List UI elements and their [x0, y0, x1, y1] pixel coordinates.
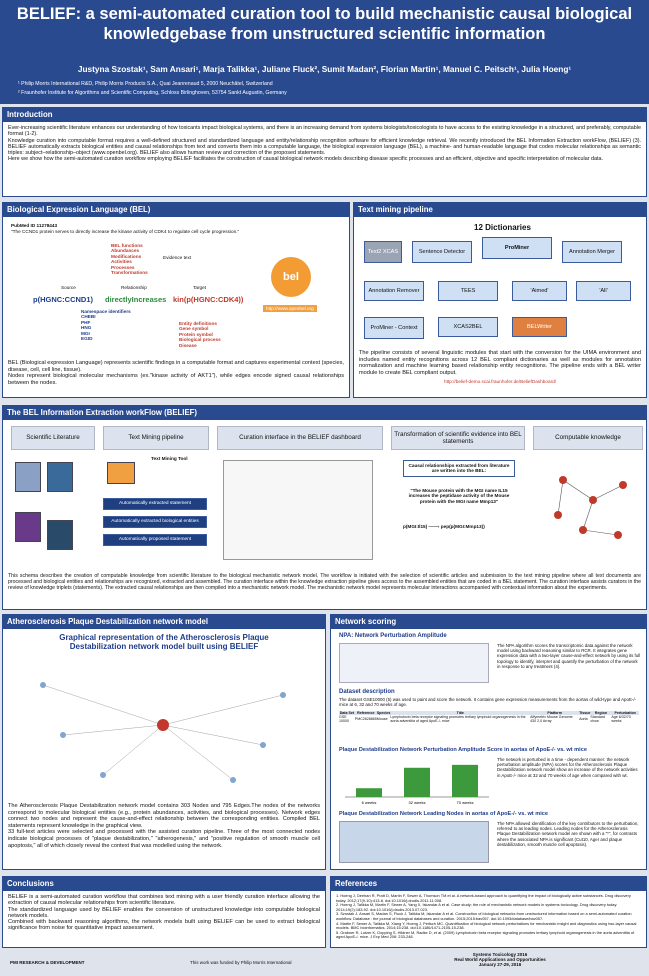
reference-item: 2. Hoeng J, Talikka M, Martin F, Sewer A, Yang X, Iskandar A et al. Case study: the role of mechanistic network models in systems toxicology. Drug discovery today. 2014;19(2):183-92. doi:10.1016/j.drudis.2013.07.023. — [336, 902, 618, 912]
entity-item: Gene symbol — [179, 326, 209, 332]
namespace-item: EGID — [81, 336, 93, 342]
authors: Justyna Szostak¹, Sam Ansari¹, Marja Talikka¹, Juliane Fluck², Sumit Madan², Florian Martin¹, Manuel C. Peitsch¹, Julia Hoeng¹ — [77, 64, 572, 74]
bel-statement: p(MGI:Il15) ——› pep(p(MGI:Mmp13)) — [403, 524, 485, 529]
network-scoring-section — [330, 614, 647, 870]
journal-cover-image — [15, 462, 41, 492]
table-cell: Mouse — [376, 717, 388, 721]
npa-bar-chart — [339, 757, 489, 805]
reference-item: 4. Martin F, Sewer A, Talikka M, Xiang Y, Hoeng J, Peitsch MC. Quantification of biological network perturbations for mechanistic insight and diagnostics using two-layer causal models. BMC bioinformatics. 2014;15:238. doi:10.1186/1471-2105-15-238. — [336, 920, 637, 931]
pipeline-box: ProMiner - Context — [364, 317, 424, 339]
reference-item: 3. Szostak J, Ansari S, Madan S, Fluck J, Talikka M, Iskandar A et al. Construction of biological networks from unstructured information based on a semi-automated curation workflow. Database : the journal of biological databases and curation. 2015;2015:bav057. doi:10.1093/database/bav057. — [336, 911, 632, 921]
journal-cover-image — [47, 520, 73, 550]
table-cell: PMC2628865 — [354, 717, 377, 721]
bel-function-list — [111, 243, 148, 275]
pipeline-box: Annotation Remover — [364, 281, 424, 301]
namespace-item: CHEBI — [81, 314, 96, 320]
pipeline-box: TEES — [438, 281, 498, 301]
reference-item: 5. Grabner R, Lotzer K, Dopping S, Hildner M, Radke D, et al. (2009) Lymphotoxin beta receptor signaling promotes tertiary lymphoid organogenesis in the aorta adventitia of aged ApoE-/- mice. J Exp Med 206: 233-248. — [336, 929, 635, 940]
affiliation-1: ¹ Philip Morris International R&D, Philip Morris Products S.A., Quai Jeanrenaud 5, 2000 Neuchâtel, Switzerland — [18, 81, 273, 87]
table-header: Perturbation — [614, 711, 636, 715]
pipeline-description: The pipeline consists of several linguistic modules that start with the conversion for the UIMA environment and includes named entity recognitions across 12 BEL compliant dictionaries as well as modules for annotation normalization and machine learning based relationship entity recognitions. The pipeline ends with a BEL writer module to create BEL compliant output. — [359, 350, 641, 376]
reference-item: 1. Hoeng J, Deehan R, Pratt D, Martin F, Sewer A, Thomson TM et al. A network-based approach to quantifying the impact of biologically active substances. Drug discovery today. 2012;17(9-10):413-8. doi:10.1016/j.drudis.2011.11.008. — [336, 893, 631, 903]
network-graphic — [543, 460, 639, 550]
affiliation-2: ² Fraunhofer Institute for Algorithms and Scientific Computing, Schloss Birlinghoven, 53754 Sankt Augustin, Germany — [18, 90, 287, 96]
atherosclerosis-section — [2, 614, 326, 870]
table-cell: Lymphotoxin beta receptor signaling promotes tertiary lymphoid organogenesis in the aorta adventitia of aged ApoE-/- mice — [390, 715, 526, 723]
conference-info — [440, 952, 560, 967]
references-section — [330, 876, 647, 948]
introduction-heading: Introduction — [3, 108, 646, 122]
table-cell: Age 6/32/70 weeks — [611, 715, 631, 723]
bel-desc-paragraph: Nodes represent biological molecular mechanisms (ex."kinase activity of AKT1"), while edges encode signed causal relationships between the nodes. — [8, 373, 344, 386]
conclusion-paragraph: BELIEF is a semi-automated curation workflow that combines text mining with a user friendly curation interface allowing the extraction of causal molecular relationships from scientific literature. — [8, 894, 320, 907]
conference-dates: January 27-29, 2016 — [478, 962, 522, 967]
bel-relationship: directlyIncreases — [105, 295, 167, 304]
introduction-section — [2, 107, 647, 197]
workflow-step: Text Mining pipeline — [103, 426, 209, 450]
journal-cover-image — [15, 512, 41, 542]
text-mining-tool-label: Text Mining Tool — [151, 456, 188, 461]
references-list — [331, 891, 646, 943]
table-row — [339, 715, 639, 723]
introduction-text — [3, 122, 646, 166]
bel-list-item: Modifications — [111, 253, 142, 259]
bel-list-item: Processes — [111, 264, 135, 270]
mouse-evidence: "The Mouse protein with the MGI name IL15 increases the peptidase activity of the Mouse protein with the MGI name Mmp13" — [408, 488, 510, 504]
evidence-label: Evidence text — [163, 255, 192, 260]
namespace-list — [81, 309, 131, 341]
bel-list-item: Activities — [111, 259, 132, 265]
poster-footer — [0, 950, 649, 976]
workflow-diagram — [3, 420, 646, 570]
text-mining-section — [353, 202, 647, 398]
intro-paragraph: Here we show how the semi-automated curation workflow employing BELIEF facilitates the construction of causal biological network models describing disease specific processes and an efficient, objective and specific interpretation of molecular data. — [8, 156, 603, 163]
entity-item: Biological process — [179, 337, 221, 343]
poster-header — [0, 0, 649, 104]
dictionaries-title: 12 Dictionaries — [474, 223, 531, 232]
workflow-step: Transformation of scientific evidence into BEL statements — [391, 426, 525, 450]
namespace-title: Namespace identifiers — [81, 309, 131, 314]
table-header: Region — [594, 711, 607, 715]
auto-label: Automatically extracted statement — [103, 498, 207, 510]
npa-bar-label: 32 weeks — [408, 800, 426, 805]
bel-source: p(HGNC:CCND1) — [33, 295, 93, 304]
bel-logo: bel — [271, 257, 311, 297]
pmi-logo-text: PMI RESEARCH & DEVELOPMENT — [10, 960, 85, 965]
pipeline-box: 'Aimed' — [512, 281, 567, 301]
pubmed-id: PubMed ID 11278443 — [11, 223, 58, 228]
table-cell: Affymetrix Mouse Genome 430 2.0 Array — [530, 715, 573, 723]
namespace-item: HNG — [81, 325, 92, 331]
curation-interface-screenshot — [223, 460, 373, 560]
conclusion-paragraph: Combined with backward reasoning algorithms, the network models built using BELIEF can be used to extract biological significance from noise for quantitative impact assessment. — [8, 919, 320, 932]
intro-paragraph: Ever-increasing scientific literature enhances our understanding of how toxicants impact biological systems, and there is an increasing demand from systems biologists/toxicologists to have access to the existing knowledge in a structured, and preferably, computable format (1-2). — [8, 125, 641, 138]
pipeline-box: ProMiner — [482, 237, 552, 259]
funding-note: This work was funded by Philip Morris International — [190, 960, 292, 965]
namespace-item: MGI — [81, 330, 90, 336]
ath-paragraph: The Atherosclerosis Plaque Destabilization network model contains 303 Nodes and 795 Edges.The nodes of the networks correspond to molecular biological entities (e.g., protein abundances, activities, and biological processes). Network edges connect two nodes and represent the cause-and-effect relationship between the corresponding entities. Compiled BEL statements represent knowledge in the graphical view. — [8, 803, 320, 829]
computer-icon — [107, 462, 135, 484]
npa-description: The NPA algorithm scores the transcriptomic data against the network model using backward reasoning similar to RCR. It integrates gene expression data with a two-layer cause-and-effect network by using its full topology to identify, interpret and quantify the perturbation of the network in response to any treatment (4). — [497, 643, 641, 669]
intro-paragraph: Knowledge curation into computable format requires a well-defined structured and standardized language and entity/relationship recognition software for efficient knowledge retrieval. We recently introduced the BEL Information Extraction workFlow, (BELIEF) (3). BELIEF automatically extracts biological entities and causal relationships from text and converts them into a computable language, the biological expression language (BEL), a machine- and human-readable language that codes molecular relationships as semantic triples: subject–relationship–object (www.openbel.org). BELIEF also allows human review and correction of the proposed statements. — [8, 137, 641, 157]
dashboard-link[interactable]: http://belief-demo.scai.fraunhofer.de/BeliefDashboard/ — [444, 379, 557, 385]
atherosclerosis-text — [3, 800, 325, 852]
auto-label: Automatically proposed statement — [103, 534, 207, 546]
namespace-item: PHF — [81, 319, 91, 325]
relationship-label: Relationship — [121, 285, 147, 290]
bel-desc-paragraph: BEL (Biological expression Language) represents scientific findings in a computable format and captures experimental context (species, disease, cell, cell line, tissue). — [8, 360, 344, 373]
bel-target: kin(p(HGNC:CDK4)) — [173, 295, 244, 304]
references-heading: References — [331, 877, 646, 891]
ath-paragraph: 33 full-text articles were selected and processed with the assisted curation pipeline. Three of the most connected nodes indicate biological processes of "plaque destabilization," "atherogenesis," and "positive regulation of smooth muscle cell apoptosis," all of which closely reveal the context that was modelled using the network. — [8, 829, 320, 849]
dataset-title: Dataset description — [339, 689, 395, 695]
workflow-description: This schema describes the creation of computable knowledge from scientific literature to the biological mechanistic network model. The workflow is initiated with the selection of scientific articles and submission to the text mining pipeline where all text documents are processed and biological entities and relationships are recognized, extracted and assembled. The curation interface within the knowledge extraction pipeline gives access to the assembled entities that are coded in a BEL statement. The curation interface assists curators in the review of knowledge triplets (statements). The extracted causal relationships are then compiled into a mechanistic network model. The mechanistic network model represents molecular interactions accompanied with contextual information about the experiments. — [8, 573, 641, 591]
workflow-heading: The BEL Information Extraction workFlow (BELIEF) — [3, 406, 646, 420]
table-header: Data Set — [339, 711, 355, 715]
bel-list-item: Transformations — [111, 270, 148, 276]
npa-bar-label: 6 weeks — [361, 800, 377, 805]
pipeline-box: Annotation Merger — [562, 241, 622, 263]
atherosclerosis-heading: Atherosclerosis Plaque Destabilization network model — [3, 615, 325, 629]
score-description: The network is perturbed in a time - dependent manner: the network perturbation amplitude (NPA) scores for the Atherosclerosis Plaque Destabilization network model show an increase of the network activities in ApoE-/- mice at 32 and 70 weeks of age when compared with wt. — [497, 757, 638, 778]
leading-nodes-description: The NPA allowed identification of the key contributors to the perturbation, referred to as leading nodes. Leading nodes for the Atherosclerosis Plaque Destabilization network model are shown with a "*", for contrasts where the associated NPA is significant (Cut10, Ager and plaque destabilization, smooth muscle cell apoptosis). — [497, 821, 639, 847]
network-graph-title: Graphical representation of the Atherosclerosis Plaque Destabilization network model built using BELIEF — [59, 633, 269, 651]
npa-bar — [452, 765, 478, 797]
conclusion-paragraph: The standardized language used by BELIEF enables the conversion of unstructured knowledge into computable biological network models. — [8, 906, 320, 919]
bel-section — [2, 202, 350, 398]
table-header: Title — [456, 711, 464, 715]
target-label: Target — [193, 285, 207, 290]
table-cell: GSE 10000 — [339, 715, 349, 723]
npa-title: NPA: Network Perturbation Amplitude — [339, 633, 447, 639]
npa-bar-label: 70 weeks — [456, 800, 474, 805]
table-header: Platform — [547, 711, 562, 715]
bel-description — [3, 357, 349, 389]
table-cell: Standard chow — [590, 715, 606, 723]
workflow-step: Scientific Literature — [11, 426, 95, 450]
bel-figure — [3, 217, 349, 357]
workflow-step: Computable knowledge — [533, 426, 643, 450]
journal-cover-image — [47, 462, 73, 492]
npa-bar — [356, 788, 382, 797]
dataset-table — [339, 711, 639, 723]
text-mining-heading: Text mining pipeline — [354, 203, 646, 217]
workflow-step: Curation interface in the BELIEF dashboard — [217, 426, 383, 450]
table-cell: Aorta — [579, 717, 588, 721]
pipeline-diagram — [354, 217, 646, 347]
entity-title: Entity definitions — [179, 321, 218, 326]
conference-name: Systems Toxicology 2016 — [472, 952, 528, 957]
network-scoring-heading: Network scoring — [331, 615, 646, 629]
table-header: Tissue — [579, 711, 591, 715]
conference-subtitle: Real World Applications and Opportunities — [454, 957, 546, 962]
poster-title: BELIEF: a semi-automated curation tool to build mechanistic causal biological knowledgebase from unstructured scientific information — [16, 5, 633, 43]
bel-heading: Biological Expression Language (BEL) — [3, 203, 349, 217]
pipeline-box: BELWriter — [512, 317, 567, 337]
source-label: Source — [61, 285, 76, 290]
workflow-section — [2, 405, 647, 610]
bel-list-item: BEL functions — [111, 243, 143, 248]
pipeline-box: 'All' — [576, 281, 631, 301]
npa-bar — [404, 768, 430, 797]
network-graph-image — [3, 655, 323, 795]
auto-label: Automatically extracted biological entities — [103, 516, 207, 528]
table-header: Species — [376, 711, 391, 715]
bel-list-item: Abundances — [111, 248, 140, 254]
entity-item: Protein symbol — [179, 331, 213, 337]
pipeline-box: Text2 XCAS — [364, 241, 402, 263]
pipeline-box: XCAS2BEL — [438, 317, 498, 337]
dataset-description: The dataset GSE10000 (5) was used to paint and score the network. It contains gene expression measurements from the aortas of wild-type and ApoE-/- mice at 6, 32 and 70 weeks of age. — [339, 697, 637, 708]
pipeline-box: Sentence Detector — [412, 241, 472, 263]
conclusions-text — [3, 891, 325, 935]
table-header: Reference — [357, 711, 375, 715]
affiliations — [18, 80, 287, 98]
npa-formula-figure — [339, 643, 489, 683]
entity-item: Disease — [179, 342, 197, 348]
conclusions-section — [2, 876, 326, 948]
score-title: Plaque Destabilization Network Perturbation Amplitude Score in aortas of ApoE-/- vs. wt mice — [339, 747, 587, 753]
openbel-link[interactable]: http://www.openbel.org — [263, 305, 317, 312]
evidence-quote: "The CCND1 protein serves to directly increase the kinase activity of CDK4 to regulate cell cycle progression." — [11, 229, 240, 234]
leading-nodes-wordcloud — [339, 821, 489, 863]
conclusions-heading: Conclusions — [3, 877, 325, 891]
leading-nodes-title: Plaque Destabilization Network Leading Nodes in aortas of ApoE-/- vs. wt mice — [339, 811, 548, 817]
entity-definitions — [179, 321, 221, 348]
network-scoring-body — [331, 629, 646, 867]
causal-text: Causal relationships extracted from literature are written into the BEL: — [403, 460, 515, 477]
